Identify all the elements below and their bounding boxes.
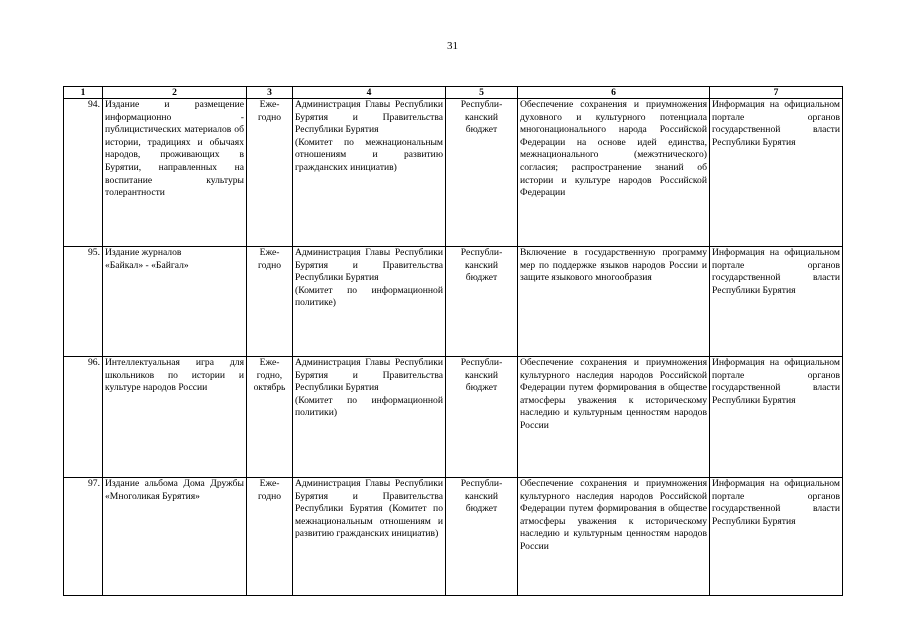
result-cell: Обеспечение сохранения и приумножения духовного и культурного потенциала многонационального народа Российской Федерации на основе идей единства, межнационального (межэтнического) согласия; распространение знаний об истории и культуре народов Российской Федерации bbox=[518, 99, 710, 247]
term-cell: Еже- годно bbox=[247, 99, 293, 247]
executor-cell: Администрация Главы Республики Бурятия и Правительства Республики Бурятия (Комитет по информационной политике) bbox=[293, 247, 446, 357]
event-cell: Интеллектуальная игра для школьников по истории и культуре народов России bbox=[103, 357, 247, 478]
term-cell: Еже- годно bbox=[247, 478, 293, 596]
event-cell: Издание и размещение информационно - публицистических материалов об истории, традициях и обычаях народов, проживающих в Бурятии, направленных на воспитание культуры толерантности bbox=[103, 99, 247, 247]
column-header-6: 6 bbox=[518, 87, 710, 99]
source-cell: Республи- канский бюджет bbox=[446, 99, 518, 247]
measures-table bbox=[63, 86, 843, 596]
result-cell: Обеспечение сохранения и приумножения культурного наследия народов Российской Федерации путем формирования в обществе атмосферы уважения к историческому наследию и культурным ценностям народов России bbox=[518, 357, 710, 478]
row-number: 97. bbox=[64, 478, 103, 596]
column-header-5: 5 bbox=[446, 87, 518, 99]
event-cell: Издание журналов «Байкал» - «Байгал» bbox=[103, 247, 247, 357]
table-row bbox=[64, 478, 843, 596]
indicator-cell: Информация на официальном портале органов государственной власти Республики Бурятия bbox=[710, 357, 843, 478]
table-row bbox=[64, 99, 843, 247]
source-cell: Республи- канский бюджет bbox=[446, 478, 518, 596]
source-cell: Республи- канский бюджет bbox=[446, 247, 518, 357]
row-number: 94. bbox=[64, 99, 103, 247]
indicator-cell: Информация на официальном портале органов государственной власти Республики Бурятия bbox=[710, 247, 843, 357]
column-header-2: 2 bbox=[103, 87, 247, 99]
column-header-1: 1 bbox=[64, 87, 103, 99]
column-header-4: 4 bbox=[293, 87, 446, 99]
executor-cell: Администрация Главы Республики Бурятия и Правительства Республики Бурятия (Комитет по межнациональным отношениям и развитию гражданских инициатив) bbox=[293, 478, 446, 596]
row-number: 95. bbox=[64, 247, 103, 357]
indicator-cell: Информация на официальном портале органов государственной власти Республики Бурятия bbox=[710, 99, 843, 247]
result-cell: Обеспечение сохранения и приумножения культурного наследия народов Российской Федерации путем формирования в обществе атмосферы уважения к историческому наследию и культурным ценностям народов России bbox=[518, 478, 710, 596]
indicator-cell: Информация на официальном портале органов государственной власти Республики Бурятия bbox=[710, 478, 843, 596]
header-row bbox=[64, 87, 843, 99]
column-header-7: 7 bbox=[710, 87, 843, 99]
row-number: 96. bbox=[64, 357, 103, 478]
column-header-3: 3 bbox=[247, 87, 293, 99]
table-row bbox=[64, 247, 843, 357]
event-cell: Издание альбома Дома Дружбы «Многоликая Бурятия» bbox=[103, 478, 247, 596]
executor-cell: Администрация Главы Республики Бурятия и Правительства Республики Бурятия (Комитет по информационной политики) bbox=[293, 357, 446, 478]
page-number: 31 bbox=[447, 40, 458, 52]
term-cell: Еже- годно bbox=[247, 247, 293, 357]
source-cell: Республи- канский бюджет bbox=[446, 357, 518, 478]
table-row bbox=[64, 357, 843, 478]
term-cell: Еже- годно, октябрь bbox=[247, 357, 293, 478]
executor-cell: Администрация Главы Республики Бурятия и Правительства Республики Бурятия (Комитет по межнациональным отношениям и развитию гражданских инициатив) bbox=[293, 99, 446, 247]
result-cell: Включение в государственную программу мер по поддержке языков народов России и защите языкового многообразия bbox=[518, 247, 710, 357]
